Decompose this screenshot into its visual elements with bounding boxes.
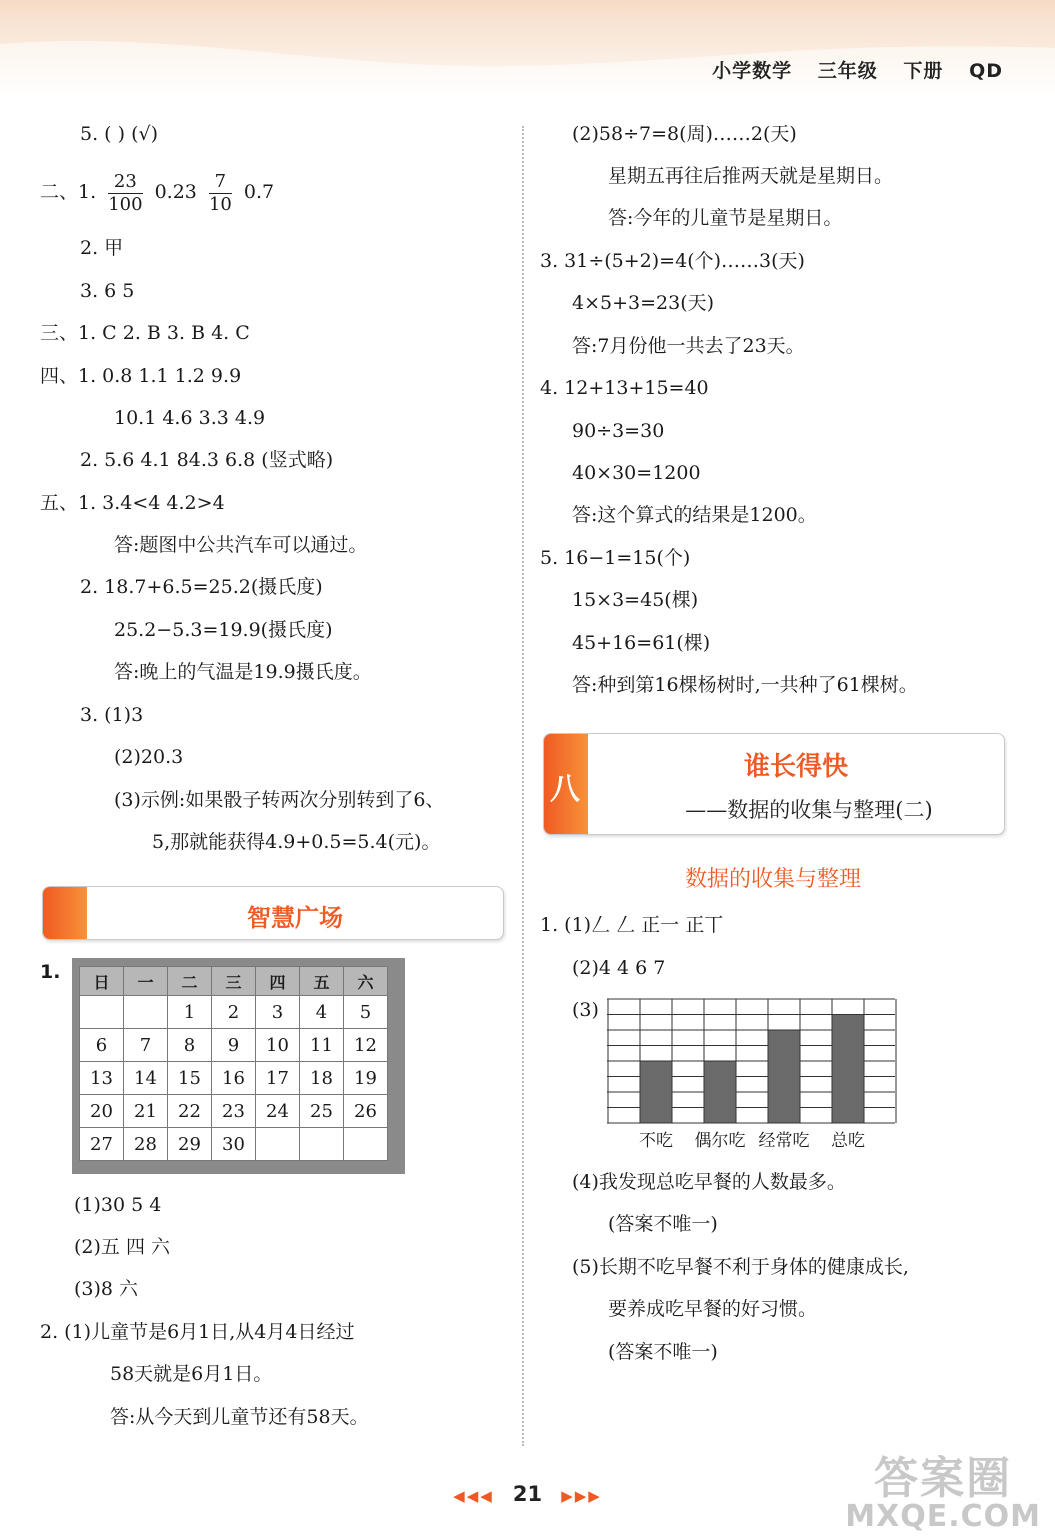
answer-line: 3. 31÷(5+2)=4(个)……3(天) bbox=[540, 250, 805, 272]
calendar-cell: 28 bbox=[124, 1128, 168, 1161]
section-title: 数据的收集与整理 bbox=[684, 867, 861, 892]
answer-line: 星期五再往后推两天就是星期日。 bbox=[608, 165, 894, 187]
calendar-cell: 19 bbox=[344, 1062, 388, 1095]
answer-line: 2. 5.6 4.1 84.3 6.8 (竖式略) bbox=[80, 449, 334, 471]
calendar-cell: 17 bbox=[256, 1062, 300, 1095]
header-grade: 三年级 bbox=[817, 60, 878, 82]
calendar-cell: 20 bbox=[80, 1095, 124, 1128]
answer-line: (1)30 5 4 bbox=[74, 1194, 162, 1216]
header-wave bbox=[0, 0, 1055, 98]
answer-line-fractions bbox=[40, 164, 274, 220]
answer-line: 答:这个算式的结果是1200。 bbox=[572, 504, 817, 526]
category-label: 偶尔吃 bbox=[694, 1131, 746, 1150]
calendar-cell: 10 bbox=[256, 1029, 300, 1062]
bar bbox=[768, 1030, 800, 1123]
calendar-cell bbox=[256, 1128, 300, 1161]
answer-line: 四、1. 0.8 1.1 1.2 9.9 bbox=[40, 365, 242, 387]
weekday-header: 二 bbox=[168, 967, 212, 996]
calendar-row bbox=[80, 1062, 388, 1095]
header-info bbox=[694, 56, 1003, 83]
page-number: 21 bbox=[512, 1482, 543, 1506]
answer-line: 三、1. C 2. B 3. B 4. C bbox=[40, 322, 250, 344]
answer-line: 5,那就能获得4.9+0.5=5.4(元)。 bbox=[152, 831, 441, 853]
calendar-cell: 6 bbox=[80, 1029, 124, 1062]
answer-line: 25.2−5.3=19.9(摄氏度) bbox=[114, 619, 333, 641]
calendar-cell: 7 bbox=[124, 1029, 168, 1062]
answer-line: (2)4 4 6 7 bbox=[572, 957, 666, 979]
calendar-cell: 2 bbox=[212, 996, 256, 1029]
answer-line: (3)8 六 bbox=[74, 1278, 139, 1300]
calendar-cell bbox=[300, 1128, 344, 1161]
answer-line: 2. 甲 bbox=[80, 237, 124, 259]
answer-line: (答案不唯一) bbox=[608, 1213, 718, 1235]
bar-chart bbox=[607, 998, 907, 1150]
calendar-cell: 22 bbox=[168, 1095, 212, 1128]
header-edition: QD bbox=[969, 60, 1003, 82]
calendar-cell: 5 bbox=[344, 996, 388, 1029]
calendar-cell: 1 bbox=[168, 996, 212, 1029]
answer-line: (5)长期不吃早餐不利于身体的健康成长, bbox=[572, 1256, 909, 1278]
calendar-cell bbox=[124, 996, 168, 1029]
answer-line: 45+16=61(棵) bbox=[572, 632, 711, 654]
answer-line: 答:7月份他一共去了23天。 bbox=[572, 335, 805, 357]
answer-line: (4)我发现总吃早餐的人数最多。 bbox=[572, 1171, 846, 1193]
unit-subtitle: ——数据的收集与整理(二) bbox=[685, 798, 933, 822]
answer-line: 2. (1)儿童节是6月1日,从4月4日经过 bbox=[40, 1321, 355, 1343]
weekday-header: 五 bbox=[300, 967, 344, 996]
next-arrows-icon: ▶▶▶ bbox=[561, 1487, 602, 1505]
answer-line: 90÷3=30 bbox=[572, 420, 665, 442]
calendar-cell: 9 bbox=[212, 1029, 256, 1062]
category-label: 总吃 bbox=[831, 1131, 865, 1150]
header-subject: 小学数学 bbox=[712, 60, 793, 82]
answer-line: 4×5+3=23(天) bbox=[572, 292, 715, 314]
answer-line: (2)58÷7=8(周)……2(天) bbox=[572, 123, 797, 145]
answer-line: 5. ( ) (√) bbox=[80, 123, 159, 145]
prev-arrows-icon: ◀◀◀ bbox=[453, 1487, 494, 1505]
answer-line: 答:今年的儿童节是星期日。 bbox=[608, 207, 843, 229]
calendar-figure bbox=[72, 958, 405, 1174]
calendar-cell: 18 bbox=[300, 1062, 344, 1095]
calendar-cell: 27 bbox=[80, 1128, 124, 1161]
weekday-header: 一 bbox=[124, 967, 168, 996]
calendar-cell: 23 bbox=[212, 1095, 256, 1128]
calendar-cell: 3 bbox=[256, 996, 300, 1029]
answer-line: 要养成吃早餐的好习惯。 bbox=[608, 1298, 818, 1320]
answer-value: 0.23 bbox=[154, 181, 197, 203]
section-banner-zhihui bbox=[42, 886, 504, 940]
answer-lead: 二、1. bbox=[40, 181, 97, 203]
calendar-cell bbox=[344, 1128, 388, 1161]
category-label: 不吃 bbox=[639, 1131, 673, 1150]
calendar-cell: 4 bbox=[300, 996, 344, 1029]
bar bbox=[832, 1015, 864, 1124]
answer-line: 15×3=45(棵) bbox=[572, 589, 699, 611]
calendar-cell: 30 bbox=[212, 1128, 256, 1161]
answer-line: 5. 16−1=15(个) bbox=[540, 547, 691, 569]
calendar-cell: 14 bbox=[124, 1062, 168, 1095]
calendar-cell: 8 bbox=[168, 1029, 212, 1062]
answer-line: (2)20.3 bbox=[114, 746, 184, 768]
answer-line: 答:晚上的气温是19.9摄氏度。 bbox=[114, 661, 372, 683]
answer-line: 10.1 4.6 3.3 4.9 bbox=[114, 407, 266, 429]
calendar-cell: 24 bbox=[256, 1095, 300, 1128]
answer-line: 40×30=1200 bbox=[572, 462, 701, 484]
calendar-cell: 29 bbox=[168, 1128, 212, 1161]
calendar-cell: 12 bbox=[344, 1029, 388, 1062]
answer-line: (3) bbox=[572, 999, 599, 1021]
answer-value: 0.7 bbox=[243, 181, 275, 203]
answer-line: 答:题图中公共汽车可以通过。 bbox=[114, 534, 368, 556]
answer-line: 五、1. 3.4<4 4.2>4 bbox=[40, 492, 225, 514]
calendar-cell: 25 bbox=[300, 1095, 344, 1128]
calendar-cell: 13 bbox=[80, 1062, 124, 1095]
header-band bbox=[0, 0, 1055, 98]
question-number: 1. bbox=[40, 961, 61, 983]
bar bbox=[704, 1061, 736, 1123]
calendar-row bbox=[80, 1095, 388, 1128]
weekday-header: 六 bbox=[344, 967, 388, 996]
header-volume: 下册 bbox=[903, 60, 944, 82]
calendar-cell bbox=[80, 996, 124, 1029]
watermark-url: MXQE.COM bbox=[845, 1499, 1041, 1534]
fraction: $\frac{7}{10}$ bbox=[208, 170, 232, 215]
unit-banner bbox=[543, 733, 1005, 835]
answer-line: 2. 18.7+6.5=25.2(摄氏度) bbox=[80, 576, 323, 598]
fraction: $\frac{23}{100}$ bbox=[108, 170, 143, 215]
answer-line: 3. (1)3 bbox=[80, 704, 144, 726]
bar bbox=[640, 1061, 672, 1123]
calendar-cell: 21 bbox=[124, 1095, 168, 1128]
unit-numeral: 八 bbox=[550, 772, 580, 807]
answer-line: 答:从今天到儿童节还有58天。 bbox=[110, 1406, 369, 1428]
weekday-header: 四 bbox=[256, 967, 300, 996]
answer-line: 答:种到第16棵杨树时,一共种了61棵树。 bbox=[572, 674, 918, 696]
answer-line: 58天就是6月1日。 bbox=[110, 1363, 273, 1385]
answer-line: (2)五 四 六 bbox=[74, 1236, 170, 1258]
weekday-header: 三 bbox=[212, 967, 256, 996]
calendar-cell: 26 bbox=[344, 1095, 388, 1128]
calendar-row bbox=[80, 1029, 388, 1062]
chart-category-labels bbox=[639, 1131, 865, 1150]
answer-line: 1. (1)𠃋 𠃋 正一 正丅 bbox=[540, 914, 724, 936]
watermark bbox=[845, 1453, 1041, 1534]
answer-line: 3. 6 5 bbox=[80, 280, 135, 302]
banner-title: 智慧广场 bbox=[247, 904, 343, 932]
calendar-cell: 15 bbox=[168, 1062, 212, 1095]
calendar-row bbox=[80, 1128, 388, 1161]
calendar-cell: 11 bbox=[300, 1029, 344, 1062]
category-label: 经常吃 bbox=[758, 1131, 810, 1150]
chart-bars bbox=[640, 1015, 864, 1124]
weekday-header: 日 bbox=[80, 967, 124, 996]
answer-line: 4. 12+13+15=40 bbox=[540, 377, 709, 399]
unit-title: 谁长得快 bbox=[743, 752, 848, 782]
calendar-cell: 16 bbox=[212, 1062, 256, 1095]
calendar-row bbox=[80, 996, 388, 1029]
answer-line: (答案不唯一) bbox=[608, 1341, 718, 1363]
calendar-table bbox=[79, 966, 388, 1161]
column-divider bbox=[522, 126, 524, 1446]
watermark-logo-text: 答案圈 bbox=[874, 1453, 1013, 1504]
answer-line: (3)示例:如果骰子转两次分别转到了6、 bbox=[114, 789, 445, 811]
calendar-header-row bbox=[80, 967, 388, 996]
